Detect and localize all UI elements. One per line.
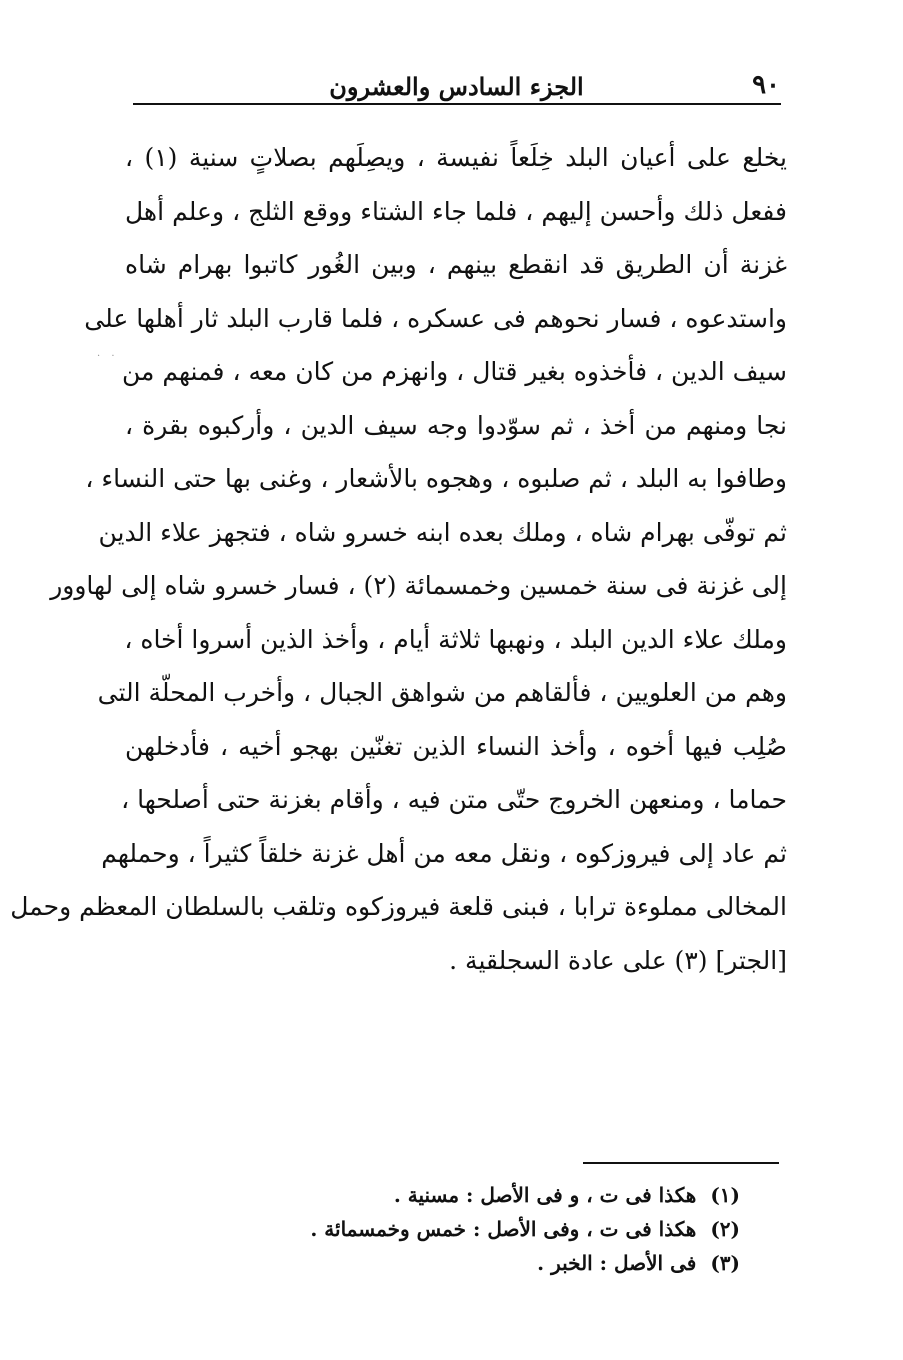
text-line: سيف الدين ، فأخذوه بغير قتال ، وانهزم من كان معه ، فمنهم من bbox=[122, 357, 787, 386]
text-line: غزنة أن الطريق قد انقطع بينهم ، وبين الغُور كاتبوا بهرام شاه bbox=[125, 250, 787, 279]
running-title: الجزء السادس والعشرون bbox=[329, 72, 584, 101]
text-line: وطافوا به البلد ، ثم صلبوه ، وهجوه بالأشعار ، وغنى بها حتى النساء ، bbox=[85, 464, 787, 493]
page-header bbox=[133, 66, 780, 106]
text-line: صُلِب فيها أخوه ، وأخذ النساء الذين تغنّين بهجو أخيه ، فأدخلهن bbox=[125, 731, 787, 761]
text-line: [الجتر] (٣) على عادة السجلقية . bbox=[449, 945, 787, 975]
footnote-text: فى الأصل : الخبر . bbox=[537, 1251, 697, 1275]
footnote-marker: (٣) bbox=[710, 1251, 740, 1275]
page-number: ٩٠ bbox=[752, 70, 780, 100]
text-line: ثم عاد إلى فيروزكوه ، ونقل معه من أهل غزنة خلقاً كثيراً ، وحملهم bbox=[101, 838, 787, 868]
text-line: المخالى مملوءة ترابا ، فبنى قلعة فيروزكوه وتلقب بالسلطان المعظم وحمل bbox=[10, 892, 787, 921]
text-line: ثم توفّى بهرام شاه ، وملك بعده ابنه خسرو شاه ، فتجهز علاء الدين bbox=[98, 517, 787, 547]
footnotes bbox=[310, 1178, 740, 1280]
text-line: نجا ومنهم من أخذ ، ثم سوّدوا وجه سيف الدين ، وأركبوه بقرة ، bbox=[125, 410, 787, 440]
main-text bbox=[10, 131, 788, 987]
text-line: واستدعوه ، فسار نحوهم فى عسكره ، فلما قارب البلد ثار أهلها على bbox=[84, 303, 787, 333]
footnote-marker: (٢) bbox=[710, 1217, 740, 1241]
text-line: وملك علاء الدين البلد ، ونهبها ثلاثة أيام ، وأخذ الذين أسروا أخاه ، bbox=[124, 624, 787, 654]
text-line: ففعل ذلك وأحسن إليهم ، فلما جاء الشتاء ووقع الثلج ، وعلم أهل bbox=[125, 196, 787, 226]
footnote bbox=[310, 1212, 740, 1246]
text-line: حماما ، ومنعهن الخروج حتّى متن فيه ، وأقام بغزنة حتى أصلحها ، bbox=[121, 785, 787, 814]
footnote-text: هكذا فى ت ، وفى الأصل : خمس وخمسمائة . bbox=[310, 1217, 697, 1241]
footnote-marker: (١) bbox=[710, 1183, 740, 1207]
footnote bbox=[340, 1178, 740, 1212]
header-rule bbox=[133, 103, 781, 105]
margin-specks: · · bbox=[97, 351, 119, 362]
text-line: يخلع على أعيان البلد خِلَعاً نفيسة ، ويصِلَهم بصلاتٍ سنية (١) ، bbox=[125, 143, 788, 172]
text-line: إلى غزنة فى سنة خمسين وخمسمائة (٢) ، فسار خسرو شاه إلى لهاوور bbox=[50, 571, 787, 600]
footnote bbox=[340, 1246, 740, 1280]
footnote-text: هكذا فى ت ، و فى الأصل : مسنية . bbox=[393, 1183, 697, 1207]
footnote-rule bbox=[583, 1162, 779, 1164]
text-line: وهم من العلويين ، فألقاهم من شواهق الجبال ، وأخرب المحلّة التى bbox=[97, 678, 787, 707]
